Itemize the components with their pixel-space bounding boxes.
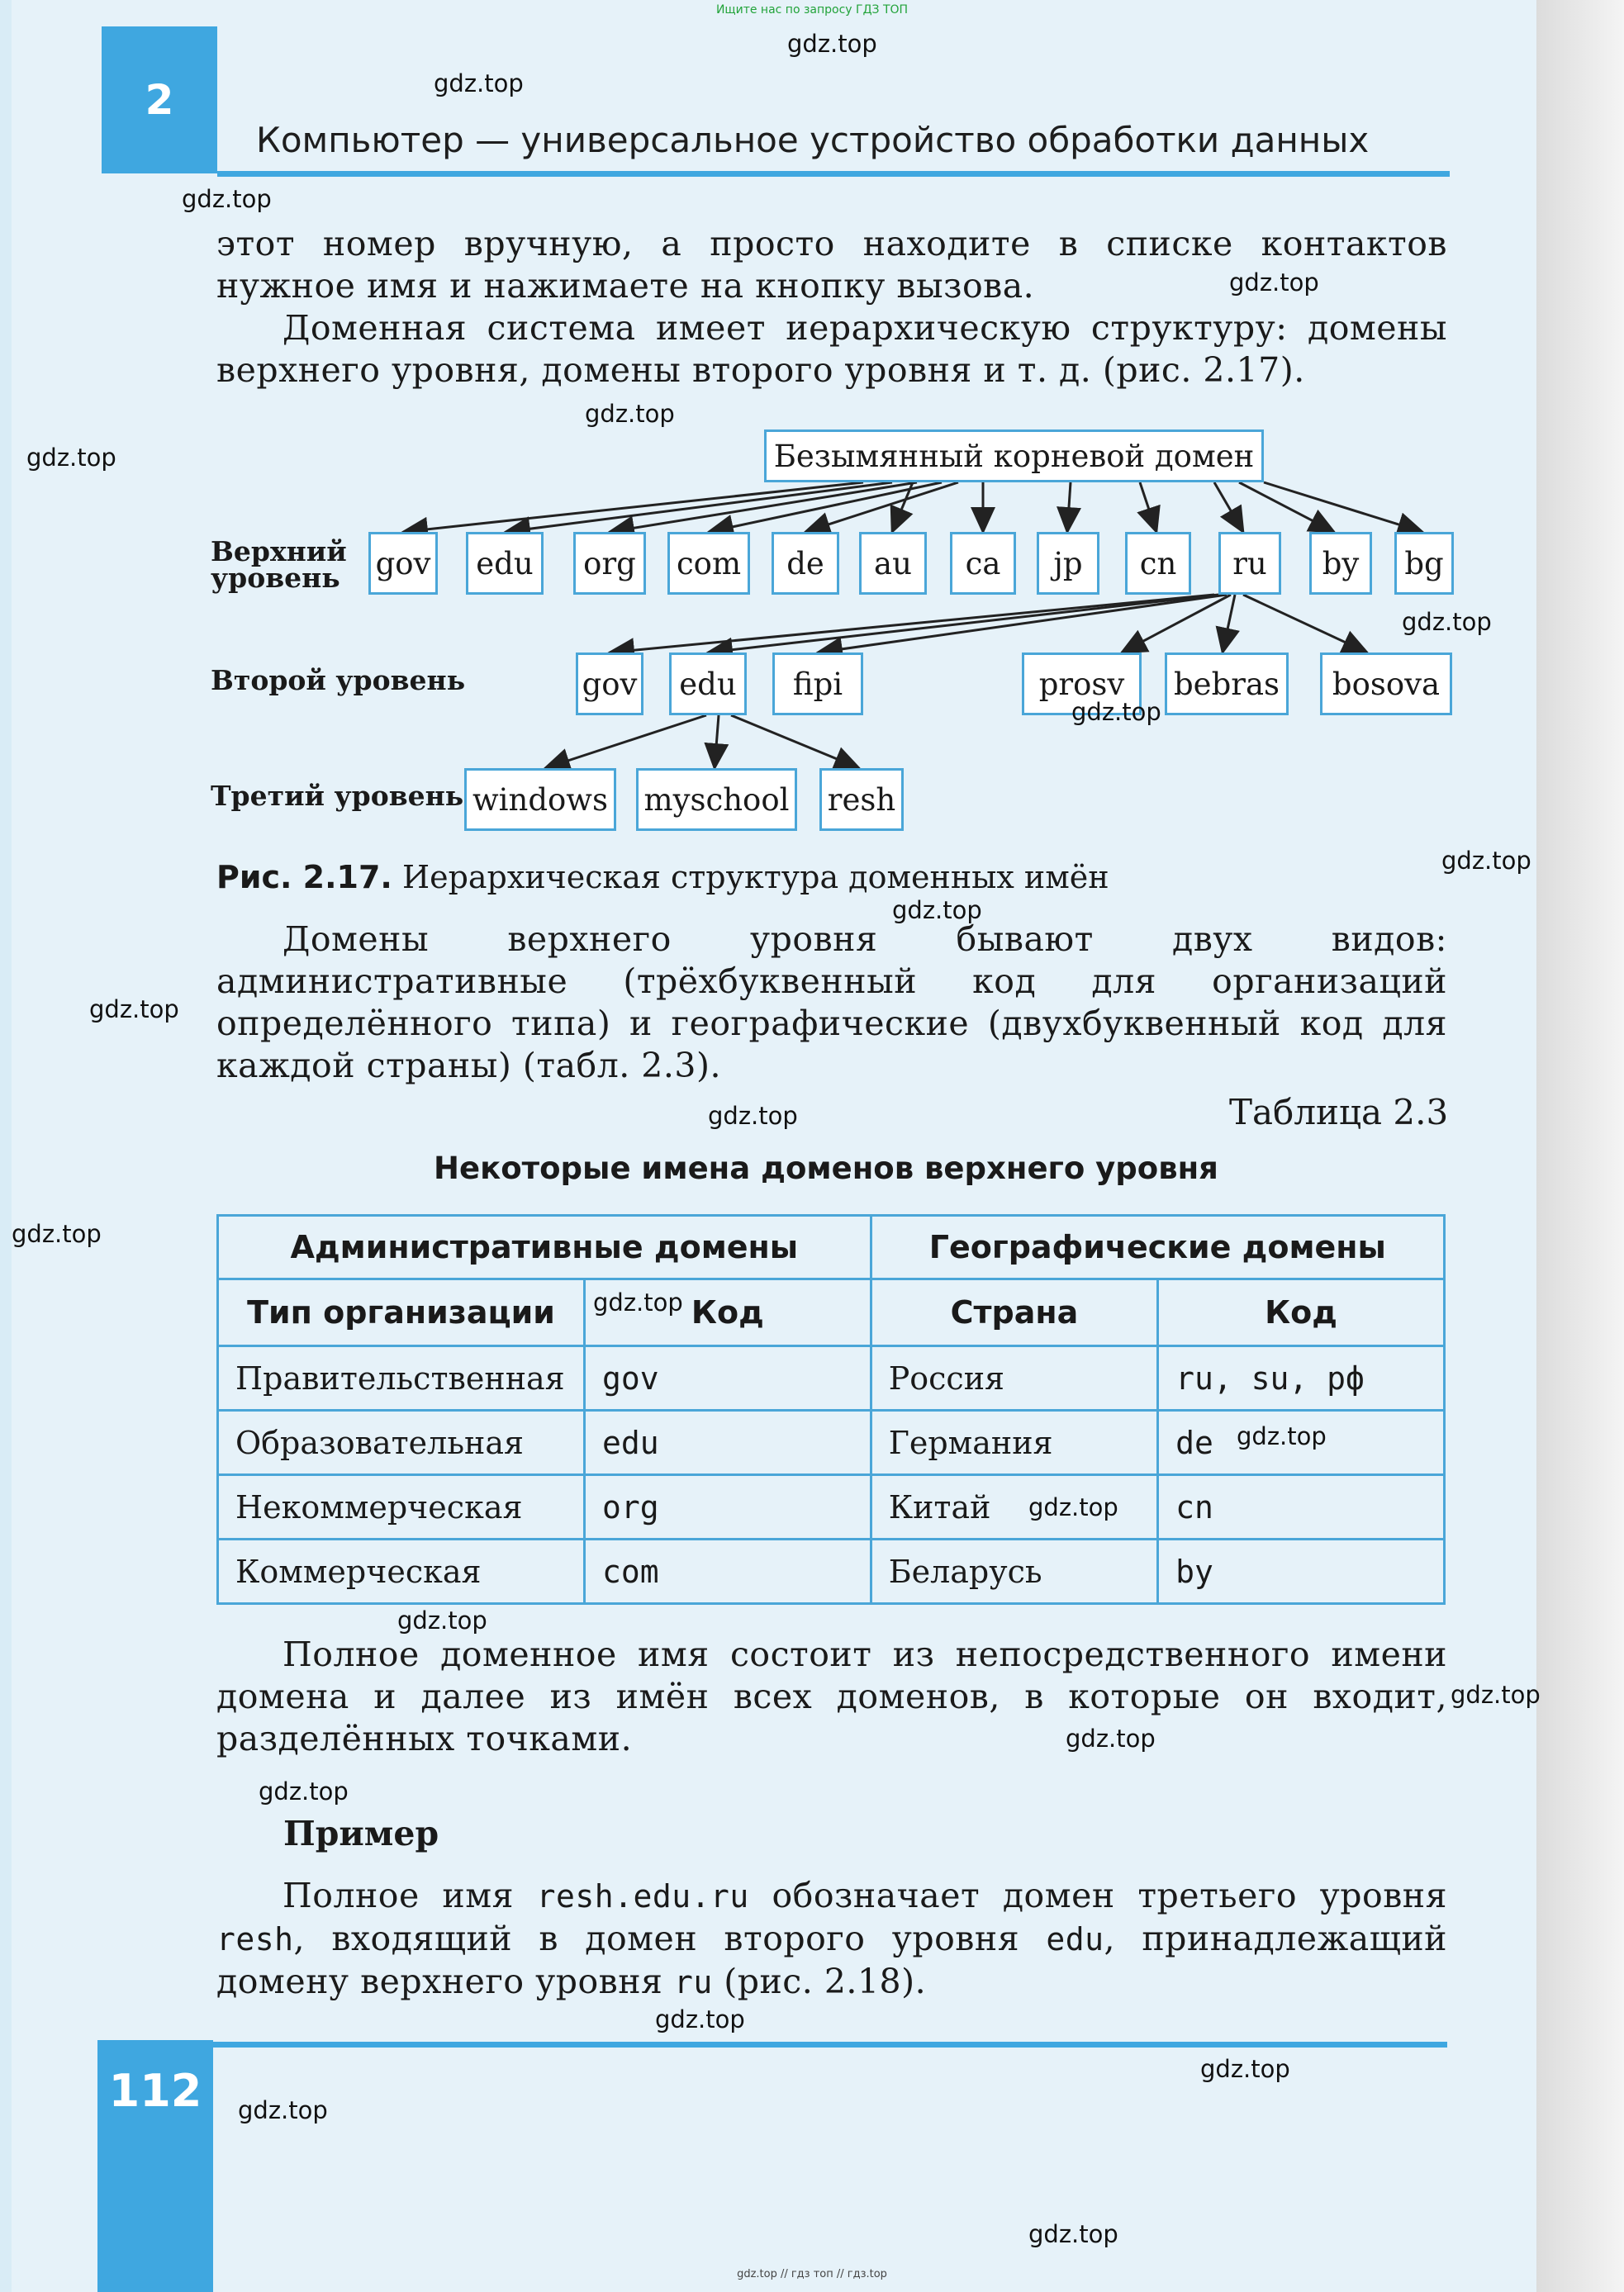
table-cell: cn bbox=[1158, 1475, 1445, 1540]
watermark: gdz.top bbox=[1200, 2055, 1290, 2083]
table-cell: Беларусь bbox=[871, 1540, 1157, 1604]
watermark: gdz.top bbox=[1066, 1725, 1156, 1753]
figure-caption: Рис. 2.17. Иерархическая структура доменных имён bbox=[216, 859, 1109, 895]
second-level-node: prosv bbox=[1022, 652, 1142, 715]
level-label-third: Третий уровень bbox=[211, 780, 464, 812]
paragraph-4: Полное доменное имя состоит из непосредственного имени домена и далее из имён всех доменов, в которые он входит, разделённых точками. bbox=[216, 1635, 1447, 1758]
top-watermark: Ищите нас по запросу ГДЗ ТОП bbox=[715, 3, 909, 17]
watermark: gdz.top bbox=[1229, 268, 1319, 297]
watermark: gdz.top bbox=[182, 185, 272, 213]
level-label-second: Второй уровень bbox=[211, 664, 466, 696]
paragraph-1: этот номер вручную, а просто находите в списке контактов нужное имя и нажимаете на кнопку вызова. bbox=[216, 224, 1447, 306]
top-level-node: com bbox=[667, 532, 750, 595]
watermark: gdz.top bbox=[787, 30, 877, 58]
table-label: Таблица 2.3 bbox=[1229, 1092, 1449, 1132]
domain-table bbox=[216, 1214, 1446, 1605]
top-level-node: bg bbox=[1394, 532, 1454, 595]
table-column-header: Страна bbox=[871, 1279, 1157, 1346]
top-level-node: org bbox=[573, 532, 646, 595]
table-cell: Коммерческая bbox=[218, 1540, 585, 1604]
watermark: gdz.top bbox=[397, 1606, 487, 1635]
watermark: gdz.top bbox=[26, 444, 116, 472]
chapter-number: 2 bbox=[102, 26, 217, 173]
example-heading: Пример bbox=[283, 1814, 439, 1853]
second-level-node: bebras bbox=[1165, 652, 1289, 715]
top-level-node: jp bbox=[1037, 532, 1099, 595]
top-level-node: de bbox=[772, 532, 839, 595]
watermark: gdz.top bbox=[585, 400, 675, 428]
table-cell: com bbox=[584, 1540, 871, 1604]
top-level-node: gov bbox=[368, 532, 438, 595]
top-level-node: cn bbox=[1125, 532, 1191, 595]
watermark: gdz.top bbox=[1028, 1493, 1118, 1521]
watermark: gdz.top bbox=[259, 1777, 349, 1806]
table-row bbox=[218, 1475, 1445, 1540]
paragraph-5: Полное имя resh.edu.ru обозначает домен третьего уровня resh, входящий в домен второго уровня edu, принадлежащий домену верхнего уровня ru (рис. 2.18). bbox=[216, 1876, 1447, 2001]
root-domain-node: Безымянный корневой домен bbox=[764, 429, 1264, 482]
chapter-title: Компьютер — универсальное устройство обработки данных bbox=[256, 120, 1370, 160]
watermark: gdz.top bbox=[892, 896, 982, 924]
table-row bbox=[218, 1540, 1445, 1604]
watermark: gdz.top bbox=[1237, 1422, 1327, 1450]
table-cell: by bbox=[1158, 1540, 1445, 1604]
paragraph-2: Доменная система имеет иерархическую структуру: домены верхнего уровня, домены второго уровня и т. д. (рис. 2.17). bbox=[216, 308, 1447, 390]
watermark: gdz.top bbox=[1451, 1681, 1541, 1709]
table-cell: Образовательная bbox=[218, 1411, 585, 1475]
second-level-node: bosova bbox=[1320, 652, 1452, 715]
watermark: gdz.top bbox=[238, 2096, 328, 2124]
table-cell: Китай bbox=[871, 1475, 1157, 1540]
table-row bbox=[218, 1346, 1445, 1411]
top-level-node: edu bbox=[466, 532, 544, 595]
table-cell: gov bbox=[584, 1346, 871, 1411]
table-group-header: Административные домены bbox=[218, 1216, 871, 1279]
watermark: gdz.top bbox=[89, 995, 179, 1023]
third-level-node: windows bbox=[464, 768, 616, 831]
watermark: gdz.top bbox=[593, 1288, 683, 1317]
table-cell: Германия bbox=[871, 1411, 1157, 1475]
table-column-header: Тип организации bbox=[218, 1279, 585, 1346]
second-level-node-edu: edu bbox=[669, 652, 747, 715]
table-title: Некоторые имена доменов верхнего уровня bbox=[434, 1151, 1218, 1186]
footer-rule bbox=[213, 2042, 1447, 2048]
page-number: 112 bbox=[97, 2040, 213, 2292]
watermark: gdz.top bbox=[1441, 847, 1531, 875]
table-cell: org bbox=[584, 1475, 871, 1540]
table-column-header: Код bbox=[584, 1279, 871, 1346]
watermark: gdz.top bbox=[708, 1102, 798, 1130]
watermark: gdz.top bbox=[12, 1220, 102, 1248]
inline-code: edu bbox=[1046, 1921, 1104, 1957]
inline-code: resh bbox=[216, 1921, 294, 1957]
table-cell: Россия bbox=[871, 1346, 1157, 1411]
table-cell: edu bbox=[584, 1411, 871, 1475]
table-cell: Правительственная bbox=[218, 1346, 585, 1411]
inline-code: ru bbox=[673, 1964, 713, 2000]
top-level-node: au bbox=[859, 532, 927, 595]
watermark: gdz.top bbox=[434, 69, 524, 97]
top-level-node-ru: ru bbox=[1218, 532, 1281, 595]
table-cell: ru, su, рф bbox=[1158, 1346, 1445, 1411]
second-level-node: gov bbox=[576, 652, 643, 715]
table-group-header: Географические домены bbox=[871, 1216, 1444, 1279]
third-level-node: resh bbox=[819, 768, 904, 831]
watermark: gdz.top bbox=[1071, 698, 1161, 726]
inline-code: resh.edu.ru bbox=[536, 1878, 749, 1915]
paragraph-3: Домены верхнего уровня бывают двух видов: административные (трёхбуквенный код для организаций определённого типа) и географические (двухбуквенный код для каждой страны) (табл. 2.3). bbox=[216, 919, 1447, 1085]
top-level-node: by bbox=[1309, 532, 1372, 595]
third-level-node: myschool bbox=[636, 768, 797, 831]
table-column-header: Код bbox=[1158, 1279, 1445, 1346]
top-level-node: ca bbox=[950, 532, 1016, 595]
bottom-watermark: gdz.top // гдз топ // гдз.top bbox=[737, 2268, 887, 2280]
watermark: gdz.top bbox=[655, 2005, 745, 2033]
table-cell: de bbox=[1158, 1411, 1445, 1475]
watermark: gdz.top bbox=[1402, 608, 1492, 636]
second-level-node: fipi bbox=[772, 652, 863, 715]
level-label-top: Верхний уровень bbox=[211, 535, 347, 594]
table-cell: Некоммерческая bbox=[218, 1475, 585, 1540]
watermark: gdz.top bbox=[1028, 2220, 1118, 2248]
